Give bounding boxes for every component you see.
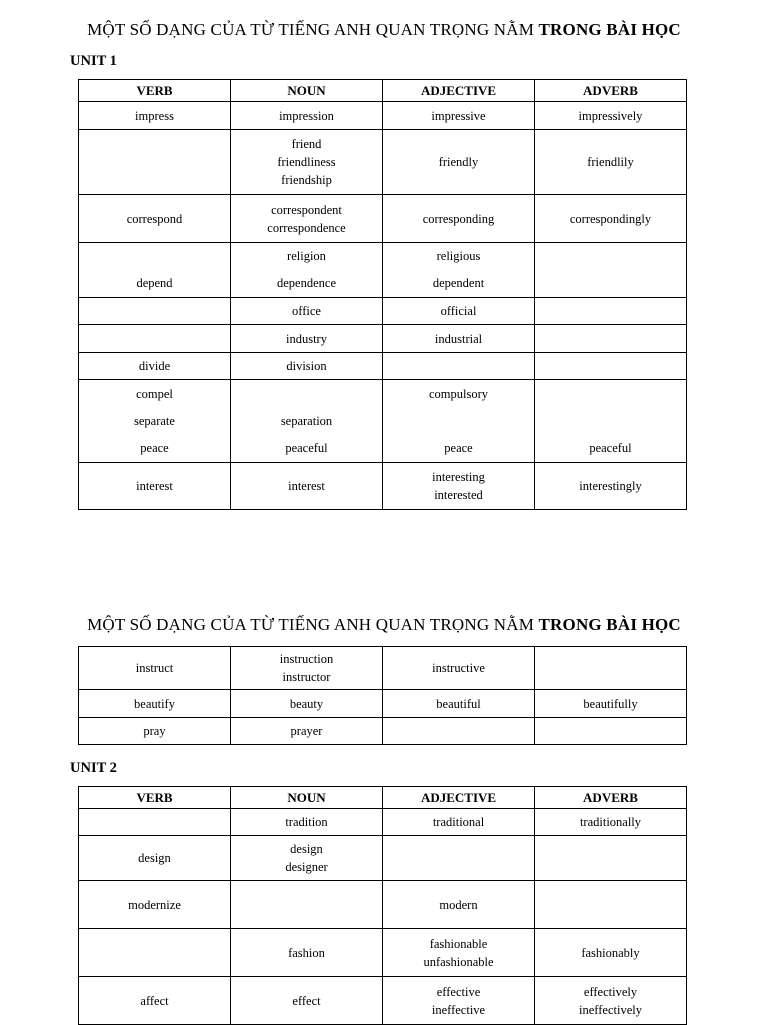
cell: industry xyxy=(231,325,383,353)
cell: peaceful xyxy=(535,435,687,463)
cell: compel xyxy=(79,380,231,408)
table-row xyxy=(79,102,687,130)
cell: impressively xyxy=(535,102,687,130)
cell xyxy=(79,809,231,836)
cell-line: friendship xyxy=(281,173,332,187)
cell: office xyxy=(231,298,383,325)
cell: separate xyxy=(79,408,231,435)
header-adjective: ADJECTIVE xyxy=(383,80,535,102)
header-noun: NOUN xyxy=(231,787,383,809)
table-row xyxy=(79,647,687,690)
table-header-row xyxy=(79,80,687,102)
cell-line: friend xyxy=(291,137,322,151)
cell xyxy=(231,195,383,243)
cell: official xyxy=(383,298,535,325)
cell xyxy=(383,408,535,435)
table-row xyxy=(79,881,687,929)
table-row xyxy=(79,435,687,463)
table-row xyxy=(79,463,687,510)
cell-line: designer xyxy=(285,860,328,874)
title-text: MỘT SỐ DẠNG CỦA TỪ TIẾNG ANH QUAN TRỌNG NẰM xyxy=(87,615,539,634)
header-adverb: ADVERB xyxy=(535,787,687,809)
unit-1-table xyxy=(78,79,687,510)
table-row xyxy=(79,690,687,718)
header-adjective: ADJECTIVE xyxy=(383,787,535,809)
cell: divide xyxy=(79,353,231,380)
table-row xyxy=(79,718,687,745)
cell-line: design xyxy=(290,842,323,856)
table-row xyxy=(79,130,687,195)
table-header-row xyxy=(79,787,687,809)
cell: dependence xyxy=(231,270,383,298)
table-row xyxy=(79,195,687,243)
cell-line: unfashionable xyxy=(423,954,494,969)
cell-line: interested xyxy=(434,488,483,502)
title-bold-text: TRONG BÀI HỌC xyxy=(538,615,681,634)
header-verb: VERB xyxy=(79,787,231,809)
cell xyxy=(79,298,231,325)
cell xyxy=(535,243,687,270)
header-verb: VERB xyxy=(79,80,231,102)
cell: prayer xyxy=(231,718,383,745)
cell xyxy=(383,977,535,1025)
cell: traditionally xyxy=(535,809,687,836)
cell xyxy=(535,270,687,298)
cell: design xyxy=(79,836,231,881)
cell: correspond xyxy=(79,195,231,243)
cell-line: fashionable xyxy=(429,936,488,951)
cell xyxy=(535,718,687,745)
cell: compulsory xyxy=(383,380,535,408)
cell: instructive xyxy=(383,647,535,690)
table-row xyxy=(79,270,687,298)
cell-line: effective xyxy=(436,984,481,999)
title-text: MỘT SỐ DẠNG CỦA TỪ TIẾNG ANH QUAN TRỌNG NẰM xyxy=(87,20,539,39)
unit-2-table xyxy=(78,786,687,1025)
cell xyxy=(79,130,231,195)
cell: beautify xyxy=(79,690,231,718)
table-row xyxy=(79,353,687,380)
cell: modern xyxy=(383,881,535,929)
cell: peace xyxy=(79,435,231,463)
header-adverb: ADVERB xyxy=(535,80,687,102)
table-row xyxy=(79,977,687,1025)
cell: traditional xyxy=(383,809,535,836)
cell: modernize xyxy=(79,881,231,929)
cell xyxy=(383,463,535,510)
cell: interestingly xyxy=(535,463,687,510)
cell: dependent xyxy=(383,270,535,298)
cell xyxy=(535,836,687,881)
page-title-1 xyxy=(0,20,768,40)
table-row xyxy=(79,243,687,270)
cell xyxy=(79,929,231,977)
cell xyxy=(231,647,383,690)
cell xyxy=(79,325,231,353)
table-row xyxy=(79,380,687,408)
cell xyxy=(535,977,687,1025)
cell-line: instructor xyxy=(282,670,331,684)
table-row xyxy=(79,298,687,325)
cell xyxy=(231,881,383,929)
cell-line: correspondence xyxy=(267,220,346,235)
cell: peaceful xyxy=(231,435,383,463)
table-row xyxy=(79,408,687,435)
cell-line: correspondent xyxy=(271,202,342,217)
cell xyxy=(535,353,687,380)
cell: instruct xyxy=(79,647,231,690)
unit-1-continued-table xyxy=(78,646,687,745)
cell: effect xyxy=(231,977,383,1025)
cell: affect xyxy=(79,977,231,1025)
cell-line: interesting xyxy=(432,470,485,484)
cell: division xyxy=(231,353,383,380)
cell: impression xyxy=(231,102,383,130)
cell: peace xyxy=(383,435,535,463)
unit-1-label: UNIT 1 xyxy=(70,53,117,69)
header-noun: NOUN xyxy=(231,80,383,102)
cell: interest xyxy=(231,463,383,510)
cell-line: ineffectively xyxy=(579,1002,642,1017)
cell xyxy=(535,647,687,690)
cell: fashionably xyxy=(535,929,687,977)
cell xyxy=(79,243,231,270)
cell: industrial xyxy=(383,325,535,353)
cell xyxy=(535,298,687,325)
cell: impress xyxy=(79,102,231,130)
cell xyxy=(383,836,535,881)
cell: fashion xyxy=(231,929,383,977)
cell xyxy=(383,929,535,977)
table-row xyxy=(79,836,687,881)
cell-line: instruction xyxy=(279,652,334,666)
cell: separation xyxy=(231,408,383,435)
cell xyxy=(231,380,383,408)
cell: religious xyxy=(383,243,535,270)
cell: friendly xyxy=(383,130,535,195)
table-row xyxy=(79,809,687,836)
cell: tradition xyxy=(231,809,383,836)
cell xyxy=(383,353,535,380)
cell xyxy=(231,836,383,881)
cell: impressive xyxy=(383,102,535,130)
table-row xyxy=(79,929,687,977)
cell-line: effectively xyxy=(583,984,638,999)
cell: friendlily xyxy=(535,130,687,195)
cell xyxy=(383,718,535,745)
page-title-2 xyxy=(0,615,768,635)
cell: beauty xyxy=(231,690,383,718)
cell-line: friendliness xyxy=(277,155,336,169)
cell: religion xyxy=(231,243,383,270)
cell xyxy=(535,325,687,353)
cell: beautiful xyxy=(383,690,535,718)
cell xyxy=(535,380,687,408)
cell: interest xyxy=(79,463,231,510)
cell-line: ineffective xyxy=(431,1002,486,1017)
cell: corresponding xyxy=(383,195,535,243)
cell xyxy=(231,130,383,195)
cell: beautifully xyxy=(535,690,687,718)
cell xyxy=(535,881,687,929)
title-bold-text: TRONG BÀI HỌC xyxy=(538,20,681,39)
cell: pray xyxy=(79,718,231,745)
unit-2-label: UNIT 2 xyxy=(70,760,117,776)
cell: depend xyxy=(79,270,231,298)
table-row xyxy=(79,325,687,353)
cell: correspondingly xyxy=(535,195,687,243)
cell xyxy=(535,408,687,435)
